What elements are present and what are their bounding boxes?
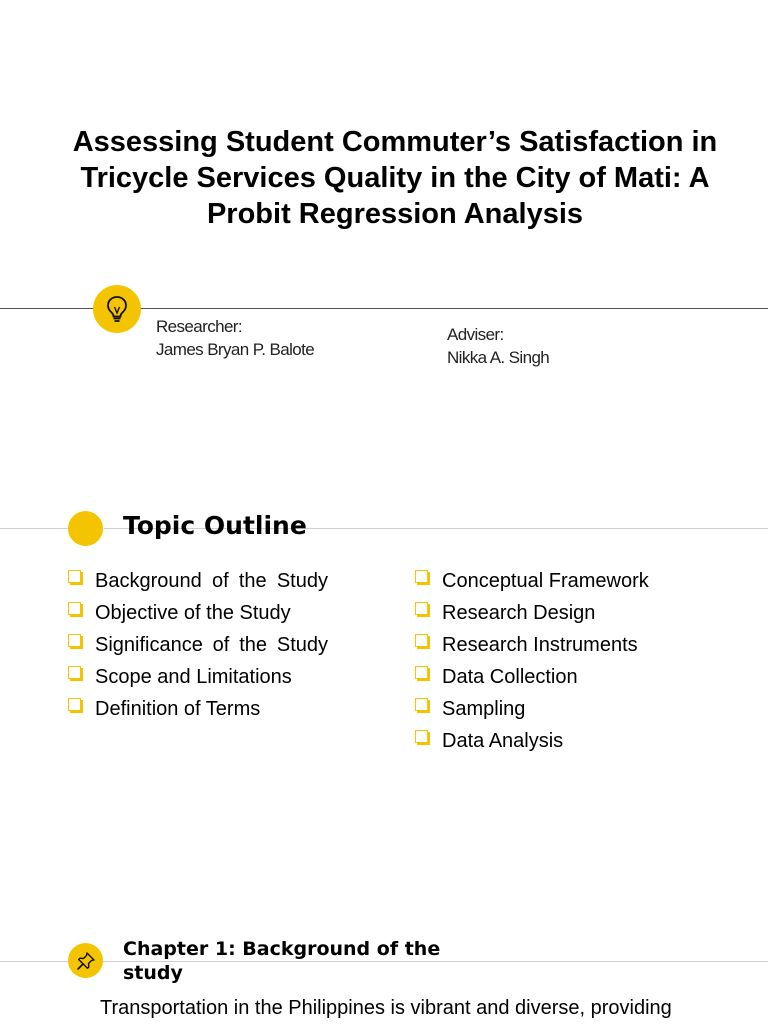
list-item: Significance of the Study (68, 632, 328, 658)
checkbox-bullet-icon (415, 570, 428, 583)
lightbulb-icon (104, 294, 130, 324)
checkbox-bullet-icon (68, 634, 81, 647)
outline-list-right (415, 568, 745, 760)
checkbox-bullet-icon (68, 666, 81, 679)
list-item: Sampling (415, 696, 745, 722)
adviser-block (447, 323, 549, 369)
list-item: Conceptual Framework (415, 568, 745, 594)
pushpin-badge (68, 943, 103, 978)
checkbox-bullet-icon (415, 634, 428, 647)
chapter-heading: Chapter 1: Background of the study (123, 938, 441, 984)
outline-bullet-dot (68, 511, 103, 546)
adviser-label: Adviser: (447, 325, 504, 344)
outline-heading: Topic Outline (123, 511, 307, 540)
checkbox-bullet-icon (415, 698, 428, 711)
list-item: Background of the Study (68, 568, 328, 594)
pushpin-icon (75, 950, 97, 972)
adviser-name: Nikka A. Singh (447, 348, 550, 367)
checkbox-bullet-icon (68, 602, 81, 615)
researcher-label: Researcher: (156, 317, 242, 336)
list-item: Data Collection (415, 664, 745, 690)
list-item: Research Instruments (415, 632, 745, 658)
checkbox-bullet-icon (415, 602, 428, 615)
list-item: Research Design (415, 600, 745, 626)
checkbox-bullet-icon (415, 666, 428, 679)
researcher-block (156, 315, 314, 361)
lightbulb-badge (93, 285, 141, 333)
list-item: Scope and Limitations (68, 664, 328, 690)
checkbox-bullet-icon (415, 730, 428, 743)
outline-list-left (68, 568, 328, 728)
list-item: Objective of the Study (68, 600, 328, 626)
list-item: Data Analysis (415, 728, 745, 754)
page-title: Assessing Student Commuter’s Satisfaction in Tricycle Services Quality in the City of Mati: A Probit Regression Analysis (72, 126, 718, 230)
outline-divider-right (442, 528, 768, 529)
list-item: Definition of Terms (68, 696, 328, 722)
outline-divider-left (0, 528, 70, 529)
chapter-paragraph: Transportation in the Philippines is vibrant and diverse, providing (100, 997, 672, 1019)
researcher-name: James Bryan P. Balote (156, 340, 315, 359)
checkbox-bullet-icon (68, 698, 81, 711)
checkbox-bullet-icon (68, 570, 81, 583)
